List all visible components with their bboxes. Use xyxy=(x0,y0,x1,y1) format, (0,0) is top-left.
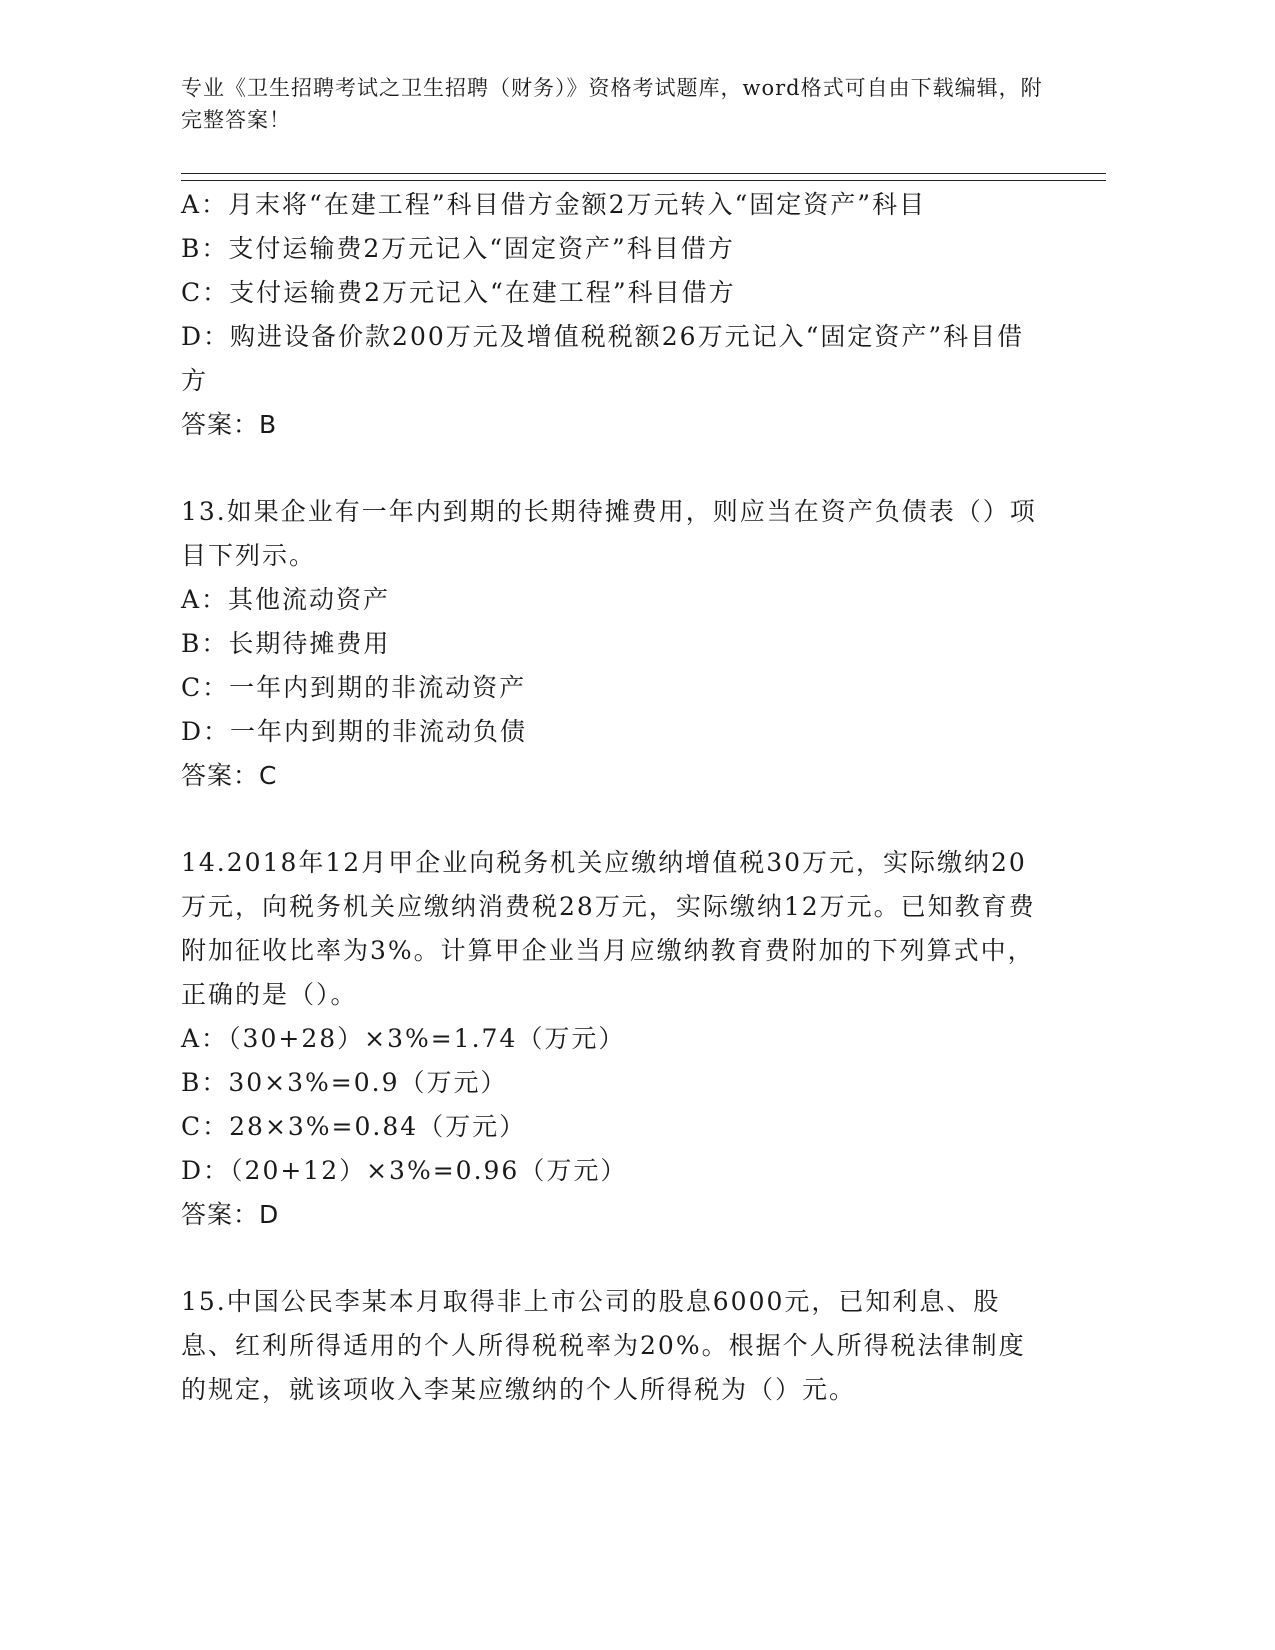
question-content xyxy=(181,183,1041,1412)
option-d: D：（20+12）×3%=0.96（万元） xyxy=(181,1156,628,1185)
option-b: B：30×3%=0.9（万元） xyxy=(181,1068,508,1097)
option-c: C：支付运输费2万元记入“在建工程”科目借方 xyxy=(181,278,736,307)
question-14-block xyxy=(181,841,1041,1237)
spacer xyxy=(181,1237,1041,1280)
option-a: A：月末将“在建工程”科目借方金额2万元转入“固定资产”科目 xyxy=(181,190,927,219)
option-d: D：购进设备价款200万元及增值税税额26万元记入“固定资产”科目借方 xyxy=(181,322,1025,395)
question-text: 14.2018年12月甲企业向税务机关应缴纳增值税30万元，实际缴纳20万元，向税务机关应缴纳消费税28万元，实际缴纳12万元。已知教育费附加征收比率为3%。计算甲企业当月应缴纳教育费附加的下列算式中，正确的是（）。 xyxy=(181,848,1036,1009)
document-header: 专业《卫生招聘考试之卫生招聘（财务）》资格考试题库，word格式可自由下载编辑，附完整答案！ xyxy=(181,76,1043,132)
header-divider-top xyxy=(181,173,1106,174)
answer-label: 答案：C xyxy=(181,761,278,790)
question-text: 13.如果企业有一年内到期的长期待摊费用，则应当在资产负债表（）项目下列示。 xyxy=(181,497,1037,570)
spacer xyxy=(181,447,1041,490)
option-a: A：（30+28）×3%=1.74（万元） xyxy=(181,1024,626,1053)
spacer xyxy=(181,798,1041,841)
option-d: D：一年内到期的非流动负债 xyxy=(181,717,528,746)
option-c: C：28×3%=0.84（万元） xyxy=(181,1112,527,1141)
question-text: 15.中国公民李某本月取得非上市公司的股息6000元，已知利息、股息、红利所得适用的个人所得税税率为20%。根据个人所得税法律制度的规定，就该项收入李某应缴纳的个人所得税为（）元。 xyxy=(181,1287,1026,1404)
option-a: A：其他流动资产 xyxy=(181,585,391,614)
question-13-block xyxy=(181,490,1041,798)
question-12-block xyxy=(181,183,1041,447)
question-15-block xyxy=(181,1280,1041,1412)
option-c: C：一年内到期的非流动资产 xyxy=(181,673,527,702)
answer-label: 答案：B xyxy=(181,410,278,439)
header-divider-bottom xyxy=(181,180,1106,181)
option-b: B：支付运输费2万元记入“固定资产”科目借方 xyxy=(181,234,735,263)
answer-label: 答案：D xyxy=(181,1200,280,1229)
option-b: B：长期待摊费用 xyxy=(181,629,391,658)
